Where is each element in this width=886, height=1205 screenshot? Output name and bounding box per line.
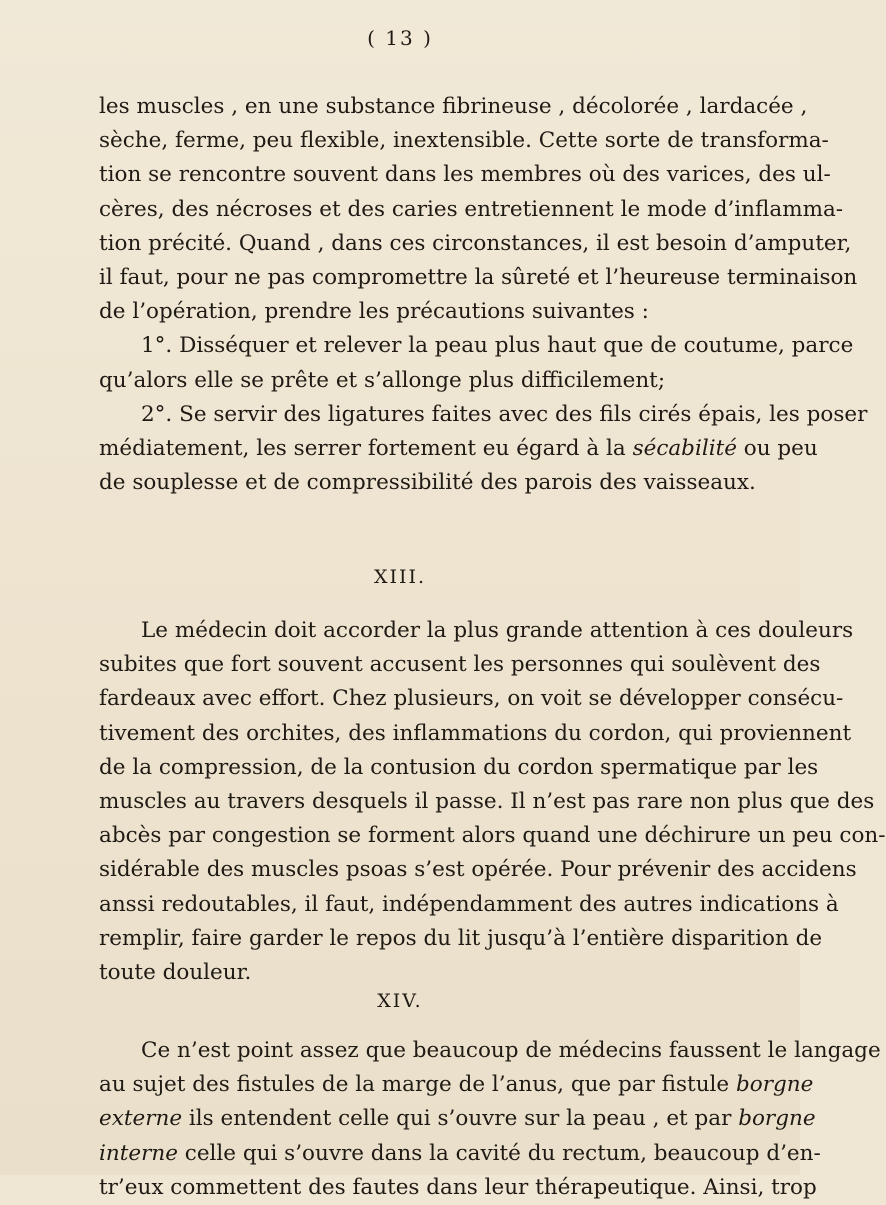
text-line: anssi redoutables, il faut, indépendamment des autres indications à	[99, 891, 839, 917]
text-line: muscles au travers desquels il passe. Il n’est pas rare non plus que des	[99, 789, 875, 815]
text-line: Le médecin doit accorder la plus grande attention à ces douleurs	[141, 618, 854, 643]
text-line: de souplesse et de compressibilité des parois des vaisseaux.	[99, 470, 756, 496]
text-run: celle qui s’ouvre dans la cavité du rectum, beaucoup d’en-	[177, 1140, 821, 1166]
text-line: Ce n’est point assez que beaucoup de médecins faussent le langage	[141, 1038, 881, 1063]
italic-term: interne	[99, 1140, 178, 1166]
text-line: abcès par congestion se forment alors quand une déchirure un peu con-	[99, 823, 886, 849]
text-line: il faut, pour ne pas compromettre la sûreté et l’heureuse terminaison	[99, 265, 858, 291]
section-heading-xiii: XIII.	[373, 566, 427, 588]
text-line: cères, des nécroses et des caries entretiennent le mode d’inflamma-	[99, 196, 844, 222]
text-run: ou peu	[736, 436, 818, 462]
page-number: ( 13 )	[367, 26, 433, 50]
text-line: fardeaux avec effort. Chez plusieurs, on voit se développer consécu-	[99, 686, 844, 712]
italic-term: borgne	[738, 1106, 816, 1132]
text-line: de la compression, de la contusion du cordon spermatique par les	[99, 754, 819, 780]
text-line: tr’eux commettent des fautes dans leur thérapeutique. Ainsi, trop	[99, 1174, 817, 1200]
text-run: ils entendent celle qui s’ouvre sur la peau , et par	[182, 1106, 739, 1132]
text-line: qu’alors elle se prête et s’allonge plus difficilement;	[99, 367, 666, 393]
text-line	[99, 1137, 821, 1171]
text-line: de l’opération, prendre les précautions suivantes :	[99, 299, 649, 325]
text-line	[99, 432, 818, 466]
paragraph-block-1	[99, 90, 868, 500]
italic-term: externe	[99, 1106, 183, 1132]
text-run: au sujet des fistules de la marge de l’anus, que par fistule	[99, 1072, 736, 1098]
text-line: toute douleur.	[99, 960, 252, 986]
text-line	[99, 1068, 814, 1102]
italic-term: sécabilité	[632, 436, 737, 462]
paragraph-block-2	[99, 614, 886, 990]
text-line: tion se rencontre souvent dans les membres où des varices, des ul-	[99, 162, 831, 188]
text-line: tion précité. Quand , dans ces circonstances, il est besoin d’amputer,	[99, 230, 852, 256]
text-line: subites que fort souvent accusent les personnes qui soulèvent des	[99, 652, 821, 678]
text-line: sidérable des muscles psoas s’est opérée. Pour prévenir des accidens	[99, 857, 857, 883]
text-line: tivement des orchites, des inflammations du cordon, qui proviennent	[99, 720, 852, 746]
text-line: remplir, faire garder le repos du lit jusqu’à l’entière disparition de	[99, 925, 823, 951]
text-line: les muscles , en une substance fibrineuse , décolorée , lardacée ,	[99, 94, 808, 119]
paragraph-block-3	[99, 1034, 881, 1205]
text-line: 2°. Se servir des ligatures faites avec des fils cirés épais, les poser	[141, 401, 868, 427]
text-run: médiatement, les serrer fortement eu égard à la	[99, 436, 633, 462]
text-line: 1°. Disséquer et relever la peau plus haut que de coutume, parce	[141, 333, 854, 359]
text-line	[99, 1102, 816, 1136]
text-line: sèche, ferme, peu flexible, inextensible. Cette sorte de transforma-	[99, 128, 829, 154]
italic-term: borgne	[735, 1072, 814, 1098]
section-heading-xiv: XIV.	[377, 990, 423, 1012]
